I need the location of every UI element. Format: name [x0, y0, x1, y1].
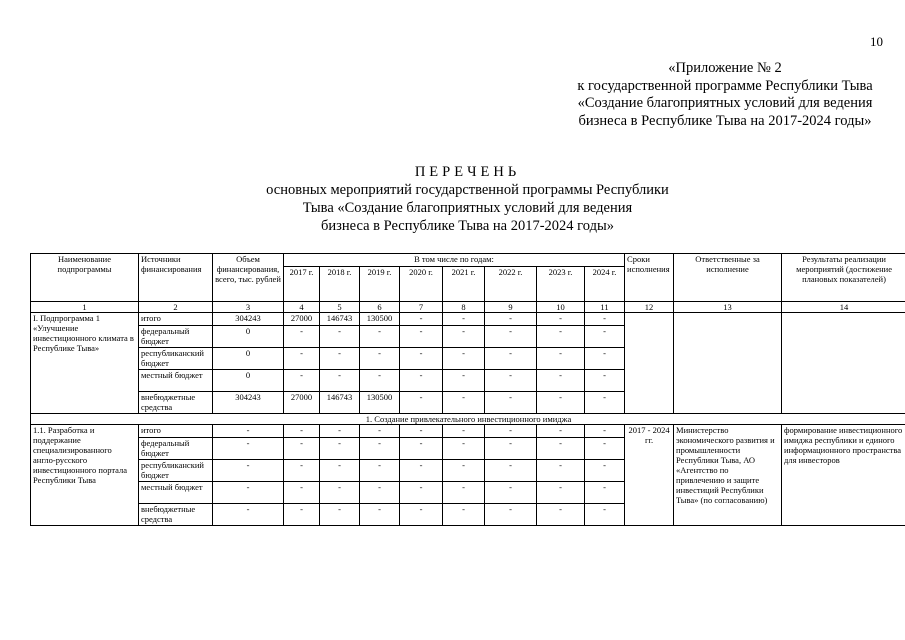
volume-cell: - [213, 482, 284, 504]
results-cell [782, 313, 905, 414]
year-value-cell: - [537, 438, 585, 460]
volume-cell: - [213, 438, 284, 460]
header-volume: Объем финансирования, всего, тыс. рублей [213, 254, 284, 302]
year-value-cell: - [284, 482, 320, 504]
source-cell: федеральный бюджет [139, 326, 213, 348]
header-by-years: В том числе по годам: [284, 254, 625, 267]
year-value-cell: - [585, 438, 625, 460]
volume-cell: 0 [213, 326, 284, 348]
year-value-cell: 130500 [360, 392, 400, 414]
header-year: 2023 г. [537, 267, 585, 302]
activities-table [30, 253, 905, 526]
source-cell: итого [139, 425, 213, 438]
year-value-cell: - [443, 348, 485, 370]
measure-responsible: Министерство экономического развития и промышленности Республики Тыва, АО «Агентство по привлечению и защите инвестиций Республики Тыва» (по согласованию) [674, 425, 782, 526]
year-value-cell: - [585, 392, 625, 414]
appendix-line-2: к государственной программе Республики Тыва [577, 77, 873, 94]
header-name: Наименование подпрограммы [31, 254, 139, 302]
year-value-cell: - [360, 438, 400, 460]
measure-name: 1.1. Разработка и поддержание специализированного англо-русского инвестиционного портала Республики Тыва [31, 425, 139, 526]
year-value-cell: - [485, 482, 537, 504]
year-value-cell: - [284, 438, 320, 460]
measure-block [31, 425, 905, 526]
column-number: 12 [625, 302, 674, 313]
title-line-3: Тыва «Создание благоприятных условий для ведения [302, 200, 633, 216]
table-row [31, 425, 905, 438]
year-value-cell: - [360, 370, 400, 392]
year-value-cell: - [360, 482, 400, 504]
column-number: 7 [400, 302, 443, 313]
year-value-cell: - [585, 482, 625, 504]
year-value-cell: 27000 [284, 313, 320, 326]
year-value-cell: - [485, 425, 537, 438]
document-title [200, 163, 735, 235]
year-value-cell: - [485, 370, 537, 392]
subprogram-block [31, 313, 905, 414]
header-year: 2021 г. [443, 267, 485, 302]
year-value-cell: - [537, 482, 585, 504]
year-value-cell: - [537, 460, 585, 482]
year-value-cell: - [485, 326, 537, 348]
volume-cell: 304243 [213, 392, 284, 414]
year-value-cell: - [443, 425, 485, 438]
source-cell: республиканский бюджет [139, 460, 213, 482]
year-value-cell: - [443, 482, 485, 504]
title-line-1: ПЕРЕЧЕНЬ [414, 164, 521, 180]
header-sources: Источники финансирования [139, 254, 213, 302]
year-value-cell: - [443, 392, 485, 414]
volume-cell: - [213, 460, 284, 482]
appendix-line-4: бизнеса в Республике Тыва на 2017-2024 годы» [578, 112, 872, 129]
column-number: 8 [443, 302, 485, 313]
year-value-cell: - [284, 326, 320, 348]
year-value-cell: - [537, 504, 585, 526]
year-value-cell: - [485, 438, 537, 460]
responsible-cell [674, 313, 782, 414]
year-value-cell: - [400, 482, 443, 504]
year-value-cell: - [585, 460, 625, 482]
year-value-cell: - [537, 348, 585, 370]
year-value-cell: - [400, 504, 443, 526]
year-value-cell: - [585, 370, 625, 392]
year-value-cell: - [443, 438, 485, 460]
year-value-cell: - [320, 482, 360, 504]
year-value-cell: - [284, 460, 320, 482]
title-line-2: основных мероприятий государственной программы Республики [266, 182, 669, 198]
subprogram-name: I. Подпрограмма 1 «Улучшение инвестиционного климата в Республике Тыва» [31, 313, 139, 414]
header-year: 2022 г. [485, 267, 537, 302]
table-row [31, 313, 905, 326]
appendix-header [560, 60, 890, 130]
year-value-cell: - [537, 370, 585, 392]
year-value-cell: 130500 [360, 313, 400, 326]
year-value-cell: - [360, 326, 400, 348]
year-value-cell: - [485, 313, 537, 326]
header-results: Результаты реализации мероприятий (достижение плановых показателей) [782, 254, 905, 302]
column-number: 9 [485, 302, 537, 313]
year-value-cell: - [537, 313, 585, 326]
column-number: 4 [284, 302, 320, 313]
volume-cell: - [213, 504, 284, 526]
year-value-cell: - [485, 460, 537, 482]
year-value-cell: - [443, 370, 485, 392]
year-value-cell: 146743 [320, 392, 360, 414]
column-number: 6 [360, 302, 400, 313]
year-value-cell: - [585, 425, 625, 438]
volume-cell: 0 [213, 348, 284, 370]
year-value-cell: - [360, 425, 400, 438]
terms-cell [625, 313, 674, 414]
header-terms: Сроки исполнения [625, 254, 674, 302]
year-value-cell: - [360, 348, 400, 370]
column-number: 1 [31, 302, 139, 313]
year-value-cell: - [320, 348, 360, 370]
year-value-cell: - [537, 425, 585, 438]
header-year: 2020 г. [400, 267, 443, 302]
measure-results: формирование инвестиционного имиджа республики и единого информационного пространства для инвесторов [782, 425, 905, 526]
column-number: 10 [537, 302, 585, 313]
column-number: 3 [213, 302, 284, 313]
year-value-cell: - [360, 460, 400, 482]
year-value-cell: 27000 [284, 392, 320, 414]
year-value-cell: - [400, 326, 443, 348]
volume-cell: 304243 [213, 313, 284, 326]
year-value-cell: - [400, 425, 443, 438]
column-number: 2 [139, 302, 213, 313]
source-cell: внебюджетные средства [139, 504, 213, 526]
year-value-cell: - [320, 425, 360, 438]
source-cell: итого [139, 313, 213, 326]
year-value-cell: - [585, 504, 625, 526]
year-value-cell: - [284, 425, 320, 438]
column-number: 13 [674, 302, 782, 313]
year-value-cell: - [320, 370, 360, 392]
year-value-cell: - [585, 313, 625, 326]
year-value-cell: - [284, 370, 320, 392]
year-value-cell: - [443, 460, 485, 482]
year-value-cell: - [400, 370, 443, 392]
year-value-cell: - [320, 504, 360, 526]
year-value-cell: - [400, 348, 443, 370]
year-value-cell: - [360, 504, 400, 526]
year-value-cell: - [537, 326, 585, 348]
measure-terms: 2017 - 2024 гг. [625, 425, 674, 526]
year-value-cell: - [485, 504, 537, 526]
column-number: 5 [320, 302, 360, 313]
header-year: 2018 г. [320, 267, 360, 302]
source-cell: местный бюджет [139, 482, 213, 504]
column-number: 14 [782, 302, 905, 313]
year-value-cell: 146743 [320, 313, 360, 326]
title-line-4: бизнеса в Республике Тыва на 2017-2024 годы» [321, 218, 614, 234]
year-value-cell: - [400, 313, 443, 326]
year-value-cell: - [485, 348, 537, 370]
year-value-cell: - [443, 504, 485, 526]
header-year: 2019 г. [360, 267, 400, 302]
appendix-line-1: «Приложение № 2 [668, 60, 782, 76]
year-value-cell: - [320, 460, 360, 482]
header-responsible: Ответственные за исполнение [674, 254, 782, 302]
volume-cell: - [213, 425, 284, 438]
header-year: 2024 г. [585, 267, 625, 302]
year-value-cell: - [320, 438, 360, 460]
appendix-line-3: «Создание благоприятных условий для ведения [577, 95, 873, 111]
year-value-cell: - [400, 438, 443, 460]
year-value-cell: - [537, 392, 585, 414]
year-value-cell: - [585, 326, 625, 348]
source-cell: федеральный бюджет [139, 438, 213, 460]
year-value-cell: - [443, 313, 485, 326]
year-value-cell: - [400, 460, 443, 482]
header-year: 2017 г. [284, 267, 320, 302]
source-cell: республиканский бюджет [139, 348, 213, 370]
source-cell: внебюджетные средства [139, 392, 213, 414]
year-value-cell: - [585, 348, 625, 370]
year-value-cell: - [284, 504, 320, 526]
section-title: 1. Создание привлекательного инвестиционного имиджа [31, 414, 905, 425]
column-number: 11 [585, 302, 625, 313]
year-value-cell: - [485, 392, 537, 414]
source-cell: местный бюджет [139, 370, 213, 392]
year-value-cell: - [400, 392, 443, 414]
year-value-cell: - [320, 326, 360, 348]
page-number: 10 [870, 34, 883, 49]
year-value-cell: - [284, 348, 320, 370]
volume-cell: 0 [213, 370, 284, 392]
year-value-cell: - [443, 326, 485, 348]
